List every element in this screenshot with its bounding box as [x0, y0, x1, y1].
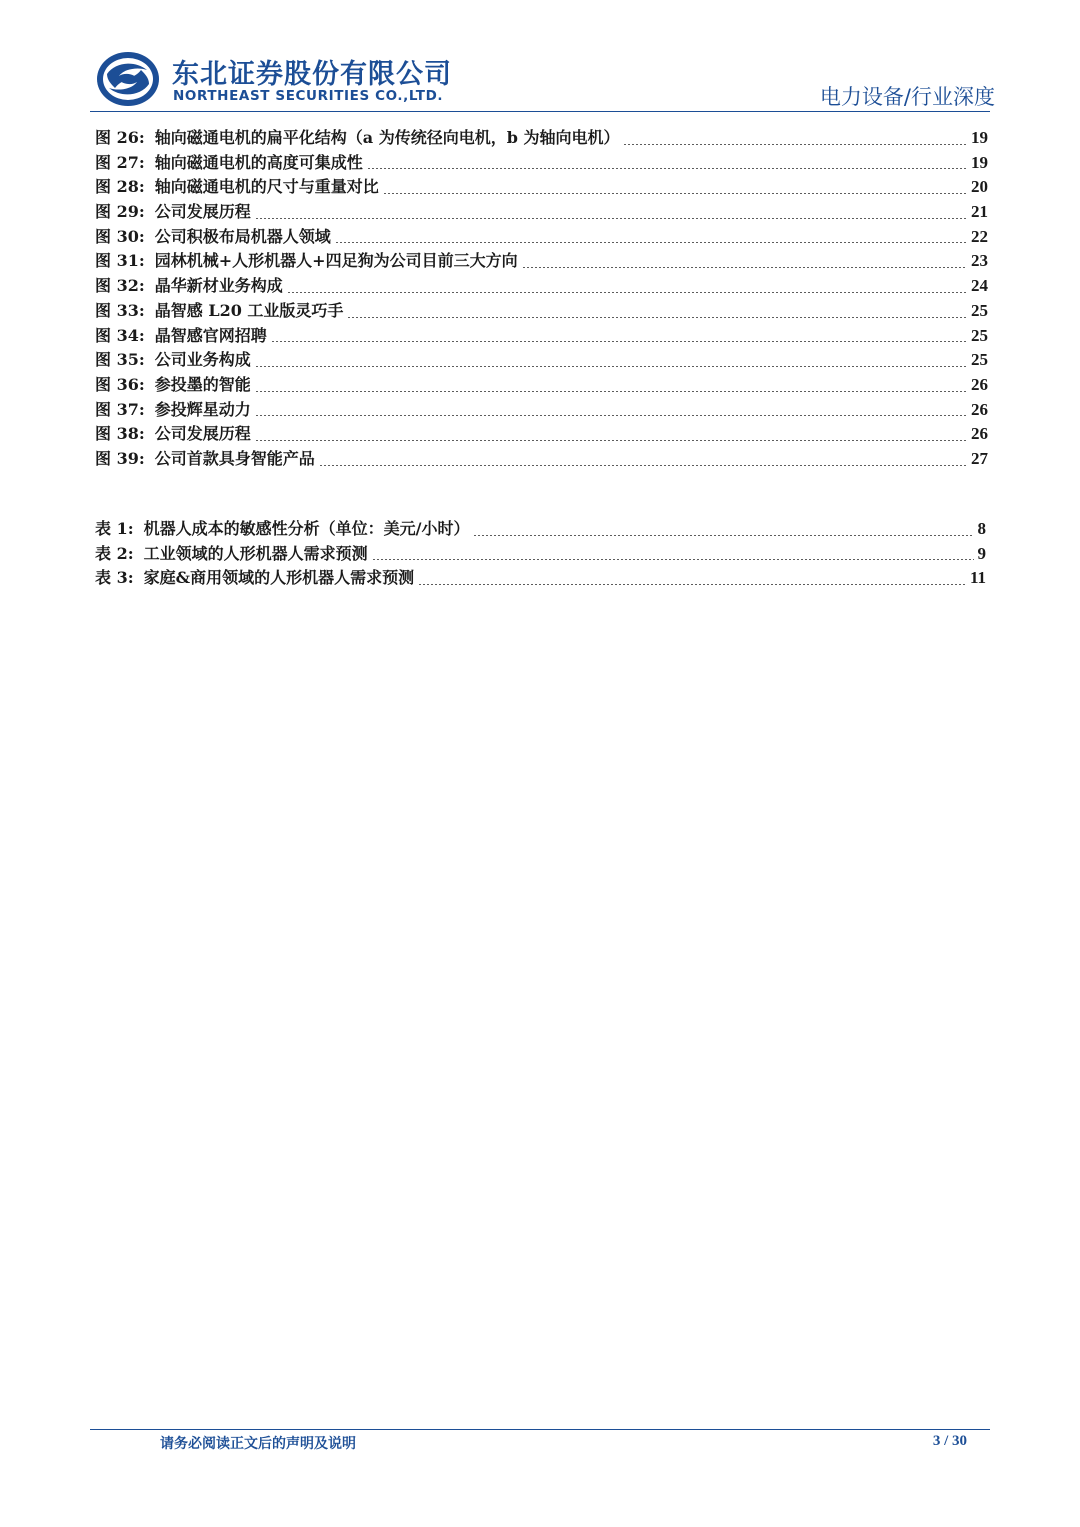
- toc-page: 25: [971, 325, 988, 345]
- toc-page: 24: [971, 276, 988, 296]
- dot-leader: [255, 218, 967, 219]
- toc-label: 图 34:: [95, 325, 145, 345]
- toc-page: 26: [971, 399, 988, 419]
- dot-leader: [367, 168, 967, 169]
- dot-leader: [255, 366, 967, 367]
- header-divider: [90, 111, 990, 112]
- toc-page: 8: [977, 519, 986, 538]
- toc-title: 轴向磁通电机的扁平化结构（a 为传统径向电机，b 为轴向电机）: [154, 128, 620, 147]
- toc-label: 图 26:: [95, 128, 145, 147]
- toc-title: 机器人成本的敏感性分析（单位：美元/小时）: [143, 519, 470, 538]
- toc-page: 23: [971, 251, 988, 271]
- toc-page: 21: [971, 202, 988, 222]
- toc-entry[interactable]: [95, 299, 988, 324]
- toc-page: 9: [977, 543, 986, 563]
- dot-leader: [623, 144, 967, 145]
- toc-label: 图 37:: [95, 399, 145, 419]
- toc-title: 轴向磁通电机的高度可集成性: [154, 152, 363, 172]
- toc-entry[interactable]: [95, 542, 986, 567]
- dot-leader: [287, 292, 967, 293]
- company-name-cn: 东北证券股份有限公司: [172, 59, 452, 90]
- toc-page: 25: [971, 300, 988, 320]
- toc-title: 家庭&商用领域的人形机器人需求预测: [143, 568, 415, 588]
- dot-leader: [347, 317, 967, 318]
- toc-page: 25: [971, 350, 988, 370]
- dot-leader: [255, 415, 967, 416]
- dot-leader: [473, 535, 973, 536]
- toc-entry[interactable]: [95, 225, 988, 250]
- toc-page: 26: [971, 374, 988, 394]
- toc-label: 图 32:: [95, 276, 145, 296]
- toc-entry[interactable]: [95, 200, 988, 225]
- report-category: 电力设备/行业深度: [819, 85, 995, 109]
- toc-page: 19: [971, 152, 988, 172]
- dot-leader: [255, 391, 967, 392]
- toc-label: 图 39:: [95, 448, 145, 468]
- dot-leader: [335, 242, 967, 243]
- toc-entry[interactable]: [95, 447, 988, 472]
- page-header: [0, 0, 1080, 115]
- toc-entry[interactable]: [95, 126, 988, 151]
- toc-title: 参投墨的智能: [154, 374, 251, 394]
- dot-leader: [255, 440, 967, 441]
- toc-title: 轴向磁通电机的尺寸与重量对比: [154, 177, 379, 197]
- toc-title: 晶华新材业务构成: [154, 276, 283, 296]
- toc-entry[interactable]: [95, 348, 988, 373]
- disclaimer-note: 请务必阅读正文后的声明及说明: [160, 1436, 356, 1452]
- toc-entry[interactable]: [95, 324, 988, 349]
- toc-title: 公司发展历程: [154, 424, 251, 444]
- footer-divider: [90, 1429, 990, 1430]
- toc-entry[interactable]: [95, 151, 988, 176]
- toc-title: 公司发展历程: [154, 202, 251, 222]
- dot-leader: [319, 465, 967, 466]
- toc-label: 图 33:: [95, 300, 145, 320]
- dot-leader: [372, 559, 974, 560]
- toc-title: 工业领域的人形机器人需求预测: [143, 543, 368, 563]
- toc-label: 图 28:: [95, 177, 145, 197]
- toc-label: 图 35:: [95, 350, 145, 370]
- table-list: [95, 517, 986, 591]
- toc-title: 晶智感官网招聘: [154, 325, 267, 345]
- toc-label: 图 38:: [95, 424, 145, 444]
- toc-label: 表 1:: [95, 519, 134, 538]
- dot-leader: [418, 584, 966, 585]
- toc-title: 公司首款具身智能产品: [154, 448, 315, 468]
- toc-title: 园林机械+人形机器人+四足狗为公司目前三大方向: [154, 251, 518, 271]
- toc-entry[interactable]: [95, 373, 988, 398]
- toc-entry[interactable]: [95, 398, 988, 423]
- toc-label: 表 3:: [95, 568, 134, 588]
- toc-entry[interactable]: [95, 566, 986, 591]
- dot-leader: [522, 267, 967, 268]
- toc-page: 20: [971, 177, 988, 197]
- toc-title: 公司业务构成: [154, 350, 251, 370]
- dot-leader: [383, 193, 967, 194]
- toc-label: 图 29:: [95, 202, 145, 222]
- toc-label: 表 2:: [95, 543, 134, 563]
- toc-page: 11: [969, 568, 986, 588]
- toc-page: 26: [971, 424, 988, 444]
- toc-title: 参投辉星动力: [154, 399, 251, 419]
- page-indicator: 3 / 30: [932, 1433, 967, 1449]
- company-name-en: NORTHEAST SECURITIES CO.,LTD.: [173, 88, 444, 104]
- toc-label: 图 27:: [95, 152, 145, 172]
- toc-page: 22: [971, 226, 988, 246]
- toc-entry[interactable]: [95, 249, 988, 274]
- toc-label: 图 31:: [95, 251, 145, 271]
- toc-entry[interactable]: [95, 517, 986, 542]
- toc-page: 19: [971, 128, 988, 147]
- toc-title: 公司积极布局机器人领域: [154, 226, 331, 246]
- toc-entry[interactable]: [95, 422, 988, 447]
- toc-label: 图 30:: [95, 226, 145, 246]
- toc-entry[interactable]: [95, 175, 988, 200]
- toc-page: 27: [971, 448, 988, 468]
- company-logo-icon: [95, 50, 161, 108]
- figure-list: [95, 126, 988, 472]
- toc-label: 图 36:: [95, 374, 145, 394]
- dot-leader: [271, 341, 967, 342]
- toc-entry[interactable]: [95, 274, 988, 299]
- toc-title: 晶智感 L20 工业版灵巧手: [154, 300, 344, 320]
